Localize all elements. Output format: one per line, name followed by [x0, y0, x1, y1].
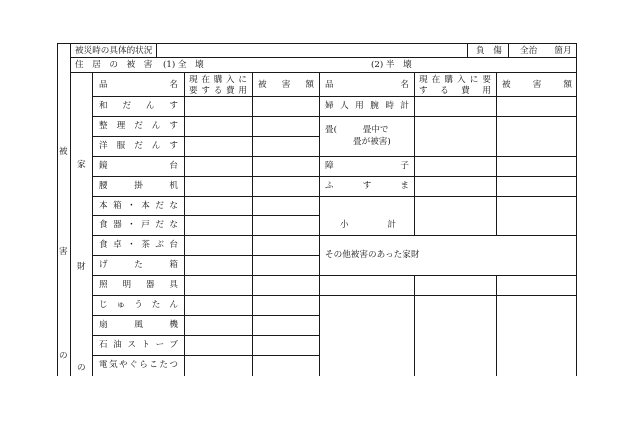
item-juutan: じゅうたん — [99, 300, 178, 310]
rule-row — [92, 136, 320, 137]
other-damaged-items-label: その他被害のあった家財 — [325, 250, 420, 260]
half-destruction-label: (2) 半 壊 — [371, 60, 412, 70]
side-label-gai: 害 — [59, 247, 68, 257]
item-tatami-line1: 畳( 畳中で — [325, 125, 389, 135]
rule-left-cost-col — [184, 72, 185, 376]
rule-right-cost-col-lower — [414, 275, 415, 376]
side-label-no2: の — [77, 363, 86, 373]
purchase-cost-header-line2: 要する費用 — [189, 86, 247, 96]
item-kyoudai: 鏡台 — [99, 161, 178, 171]
item-wadansu: 和だんす — [99, 101, 178, 111]
item-kotatsu: 電気やぐらこたつ — [99, 360, 178, 370]
rule-row — [92, 315, 320, 316]
rule-left-border — [57, 43, 58, 376]
side-label-ka: 家 — [77, 160, 86, 170]
rule-row — [92, 255, 320, 256]
subtotal-label: 小 計 — [340, 220, 396, 230]
rule-row — [92, 235, 320, 236]
rule-middle-divider — [319, 72, 320, 376]
item-senpuuki: 扇風機 — [99, 320, 178, 330]
injury-label: 負 傷 — [476, 46, 502, 56]
item-youfukudansu: 洋服だんす — [99, 141, 178, 151]
rule-residence — [70, 72, 577, 73]
rule-kazai-col — [92, 72, 93, 376]
rule-row — [92, 176, 320, 177]
rule-header — [70, 57, 577, 58]
rule-row-right — [320, 275, 577, 276]
item-shokkidana: 食器・戸だな — [99, 220, 178, 230]
item-shouji: 障子 — [325, 161, 409, 171]
item-fusuma: ふすま — [325, 181, 409, 191]
item-name-header-right: 品 名 — [325, 80, 409, 90]
rule-top — [57, 43, 577, 44]
rule-right-damage-col-lower — [496, 275, 497, 376]
rule-injury-sep — [467, 43, 468, 57]
rule-section-col — [70, 43, 71, 376]
rule-row — [92, 335, 320, 336]
full-destruction-label: (1) 全 壊 — [163, 60, 204, 70]
rule-row — [92, 96, 320, 97]
side-label-hi: 被 — [59, 147, 68, 157]
rule-row — [92, 355, 320, 356]
rule-right-border — [576, 43, 577, 376]
purchase-cost-header-right-line1: 現在購入に要 — [419, 75, 491, 85]
item-wristwatch: 婦人用腕時計 — [325, 101, 409, 111]
item-name-header: 品 名 — [99, 80, 178, 90]
residence-damage-label: 住 居 の 被 害 — [75, 60, 153, 70]
rule-right-damage-col — [496, 72, 497, 235]
rule-row-right — [320, 196, 577, 197]
item-shoumei: 照明器具 — [99, 280, 178, 290]
recovery-period-label: 全治 箇月 — [520, 46, 572, 56]
item-getabako: げた箱 — [99, 260, 178, 270]
item-honbako: 本箱・本だな — [99, 201, 178, 211]
rule-row-right — [320, 116, 577, 117]
situation-label: 被災時の具体的状況 — [75, 46, 153, 56]
rule-left-damage-col — [252, 72, 253, 376]
purchase-cost-header-line1: 現在購入に — [189, 75, 247, 85]
rule-row-right — [320, 295, 577, 296]
rule-row — [92, 156, 320, 157]
rule-row — [92, 275, 320, 276]
rule-situation-sep — [156, 43, 157, 57]
rule-row-right — [320, 156, 577, 157]
item-sekiyu-stove: 石油ストーブ — [99, 340, 178, 350]
rule-row — [92, 215, 320, 216]
item-tatami-line2: 畳が被害) — [353, 137, 391, 147]
side-label-zai: 財 — [77, 262, 86, 272]
rule-row-right — [320, 96, 577, 97]
side-label-no: の — [59, 351, 68, 361]
rule-row — [92, 196, 320, 197]
rule-right-cost-col — [414, 72, 415, 235]
rule-row-right — [320, 235, 577, 236]
item-shokutaku: 食卓・茶ぶ台 — [99, 240, 178, 250]
rule-injury-sep2 — [508, 43, 509, 57]
item-seiridansu: 整理だんす — [99, 121, 178, 131]
damage-amount-header-right: 被 害 額 — [502, 80, 572, 90]
rule-row — [92, 295, 320, 296]
item-koshikakezukue: 腰掛机 — [99, 181, 178, 191]
rule-row — [92, 116, 320, 117]
damage-amount-header: 被 害 額 — [258, 80, 314, 90]
purchase-cost-header-right-line2: する費用 — [419, 86, 491, 96]
rule-row-right — [320, 176, 577, 177]
